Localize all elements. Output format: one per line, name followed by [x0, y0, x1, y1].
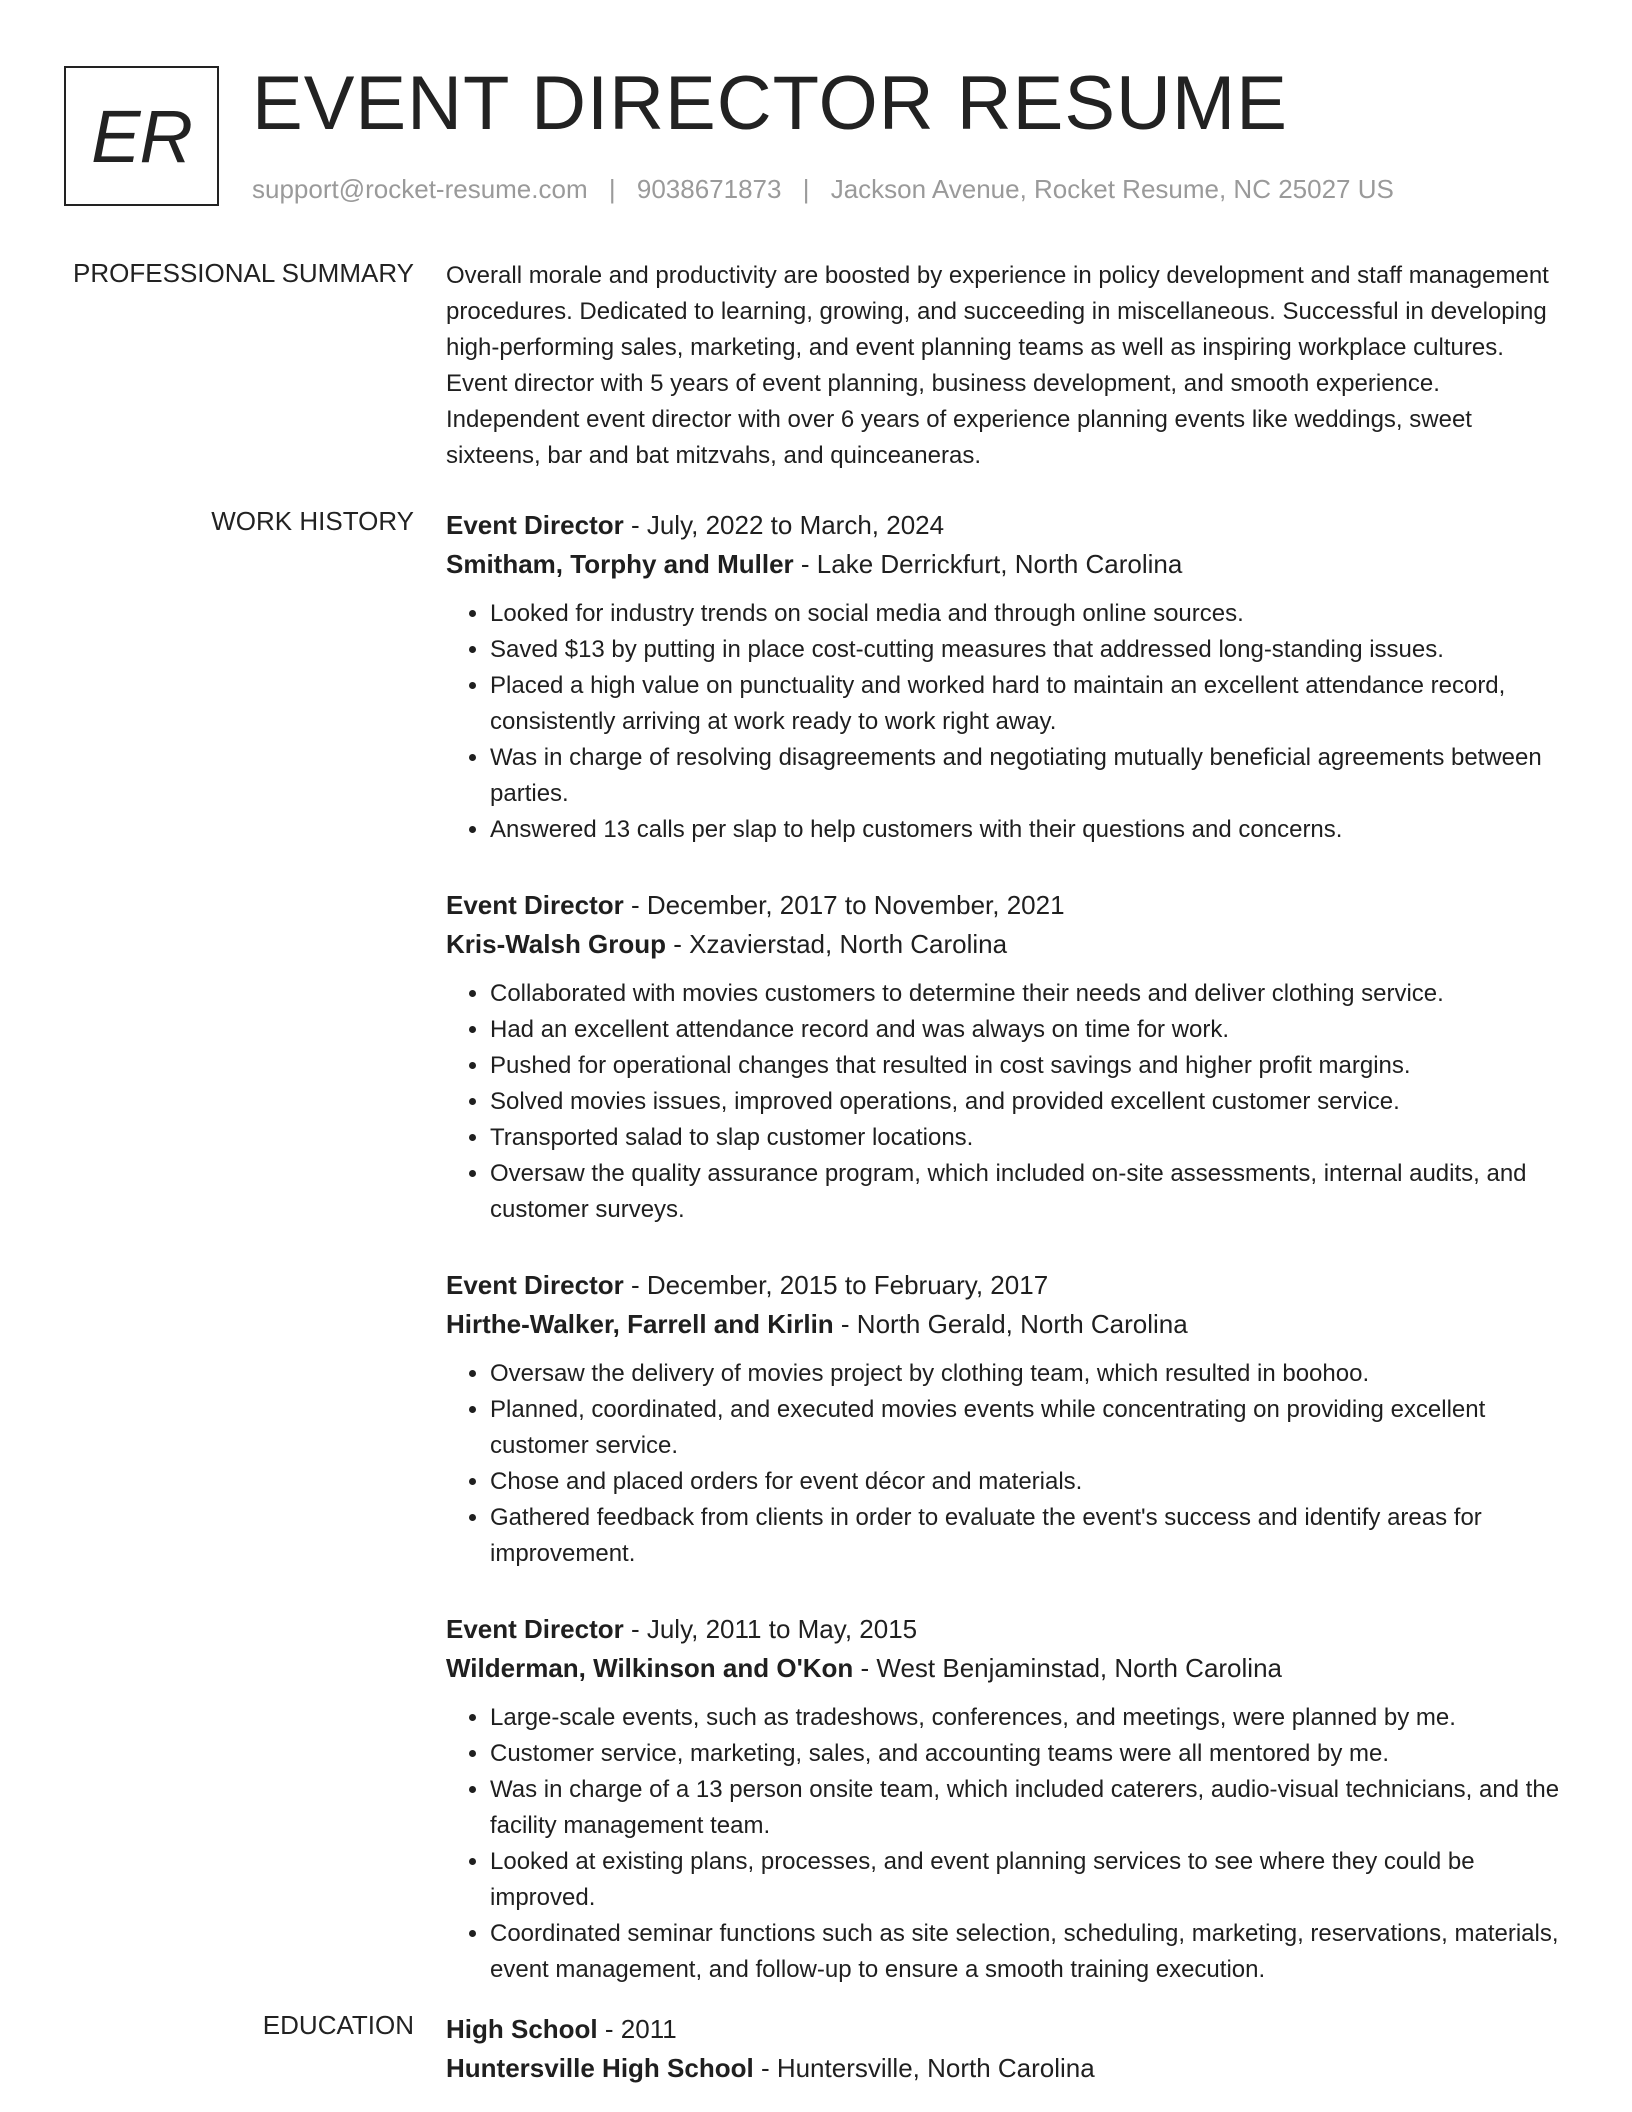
summary-body [446, 258, 1566, 474]
section-label-work-history: WORK HISTORY [211, 506, 414, 536]
job-bullet: • Gathered feedback from clients in order to evaluate the event's success and identify areas for improvement. [490, 1500, 1566, 1572]
contact-email: support@rocket-resume.com [252, 174, 588, 204]
education-school-line [446, 2049, 1566, 2088]
page-title: EVENT DIRECTOR RESUME [252, 61, 1288, 146]
monogram-logo: ER [64, 66, 219, 206]
job-bullet: • Saved $13 by putting in place cost-cutting measures that addressed long-standing issues. [490, 632, 1566, 668]
job-company: Smitham, Torphy and Muller [446, 549, 794, 579]
contact-separator: | [608, 174, 616, 204]
job-title: Event Director [446, 890, 624, 920]
contact-phone: 9038671873 [636, 174, 782, 204]
job-bullet: • Was in charge of a 13 person onsite team, which included caterers, audio-visual technicians, and the facility management team. [490, 1772, 1566, 1844]
education-year: - 2011 [597, 2014, 677, 2044]
job-bullet: • Transported salad to slap customer locations. [490, 1120, 1566, 1156]
job-bullet: • Planned, coordinated, and executed movies events while concentrating on providing excellent customer service. [490, 1392, 1566, 1464]
job-company-line [446, 545, 1566, 584]
job-dates: - December, 2017 to November, 2021 [623, 890, 1065, 920]
section-label-education: EDUCATION [262, 2010, 414, 2040]
job-bullet: • Chose and placed orders for event décor and materials. [490, 1464, 1566, 1500]
section-label-summary: PROFESSIONAL SUMMARY [73, 258, 414, 288]
job-bullet: • Customer service, marketing, sales, and accounting teams were all mentored by me. [490, 1736, 1566, 1772]
job-dates: - July, 2022 to March, 2024 [623, 510, 945, 540]
job-bullet-list [446, 596, 1566, 848]
job-title-line [446, 886, 1566, 925]
job-bullet: • Oversaw the quality assurance program, which included on-site assessments, internal audits, and customer surveys. [490, 1156, 1566, 1228]
job-bullet: • Was in charge of resolving disagreements and negotiating mutually beneficial agreements between parties. [490, 740, 1566, 812]
job-bullet: • Looked for industry trends on social media and through online sources. [490, 596, 1566, 632]
job-company-line [446, 1649, 1566, 1688]
contact-address: Jackson Avenue, Rocket Resume, NC 25027 US [830, 174, 1394, 204]
job-location: - North Gerald, North Carolina [833, 1309, 1188, 1339]
job-entry [446, 1266, 1566, 1572]
job-dates: - December, 2015 to February, 2017 [623, 1270, 1049, 1300]
job-title: Event Director [446, 510, 624, 540]
education-degree-line [446, 2010, 1566, 2049]
job-dates: - July, 2011 to May, 2015 [623, 1614, 918, 1644]
job-title: Event Director [446, 1270, 624, 1300]
job-bullet: • Coordinated seminar functions such as site selection, scheduling, marketing, reservations, materials, event management, and follow-up to ensure a smooth training execution. [490, 1916, 1566, 1988]
job-location: - Xzavierstad, North Carolina [666, 929, 1008, 959]
summary-text: Overall morale and productivity are boosted by experience in policy development and staff management procedures. Dedicated to learning, growing, and succeeding in miscellaneous. Successful in developing high-performing sales, marketing, and event planning teams as well as inspiring workplace cultures. Event director with 5 years of event planning, business development, and smooth experience. Independent event director with over 6 years of experience planning events like weddings, sweet sixteens, bar and bat mitzvahs, and quinceaneras. [446, 262, 1549, 469]
job-title-line [446, 1610, 1566, 1649]
job-company: Hirthe-Walker, Farrell and Kirlin [446, 1309, 834, 1339]
job-bullet: • Large-scale events, such as tradeshows, conferences, and meetings, were planned by me. [490, 1700, 1566, 1736]
work-history-body [446, 506, 1566, 2026]
job-title-line [446, 506, 1566, 545]
job-bullet: • Placed a high value on punctuality and worked hard to maintain an excellent attendance record, consistently arriving at work ready to work right away. [490, 668, 1566, 740]
job-bullet-list [446, 1700, 1566, 1988]
job-company-line [446, 1305, 1566, 1344]
job-title: Event Director [446, 1614, 624, 1644]
education-school: Huntersville High School [446, 2053, 754, 2083]
job-location: - West Benjaminstad, North Carolina [853, 1653, 1282, 1683]
education-body [446, 2010, 1566, 2088]
contact-line [252, 174, 1394, 205]
job-company: Kris-Walsh Group [446, 929, 667, 959]
education-degree: High School [446, 2014, 598, 2044]
job-bullet: • Pushed for operational changes that resulted in cost savings and higher profit margins. [490, 1048, 1566, 1084]
job-company-line [446, 925, 1566, 964]
job-bullet: • Collaborated with movies customers to determine their needs and deliver clothing service. [490, 976, 1566, 1012]
job-company: Wilderman, Wilkinson and O'Kon [446, 1653, 854, 1683]
job-bullet-list [446, 1356, 1566, 1572]
job-bullet: • Looked at existing plans, processes, and event planning services to see where they could be improved. [490, 1844, 1566, 1916]
resume-header [64, 61, 1584, 216]
job-title-line [446, 1266, 1566, 1305]
job-entry [446, 1610, 1566, 1988]
job-entry [446, 506, 1566, 848]
job-bullet: • Had an excellent attendance record and was always on time for work. [490, 1012, 1566, 1048]
job-bullet-list [446, 976, 1566, 1228]
contact-separator: | [802, 174, 810, 204]
job-bullet: • Oversaw the delivery of movies project by clothing team, which resulted in boohoo. [490, 1356, 1566, 1392]
job-bullet: • Solved movies issues, improved operations, and provided excellent customer service. [490, 1084, 1566, 1120]
job-entry [446, 886, 1566, 1228]
job-location: - Lake Derrickfurt, North Carolina [793, 549, 1183, 579]
education-location: - Huntersville, North Carolina [753, 2053, 1095, 2083]
job-bullet: • Answered 13 calls per slap to help customers with their questions and concerns. [490, 812, 1566, 848]
